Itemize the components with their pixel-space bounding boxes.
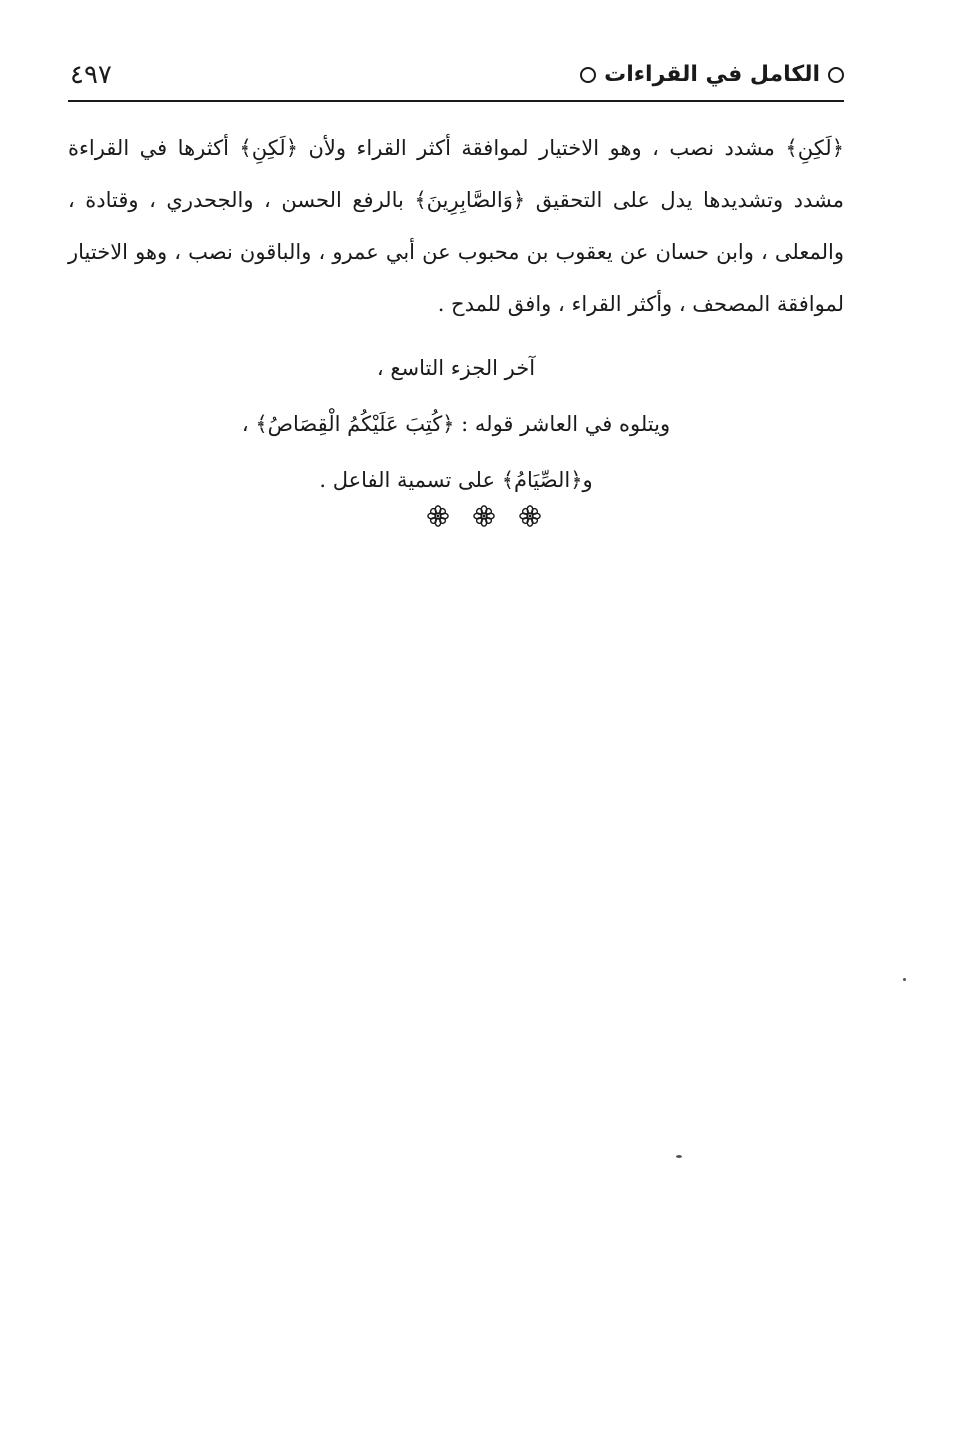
page-header: [68, 58, 844, 98]
page-number: ٤٩٧: [70, 60, 112, 90]
running-title: [580, 62, 844, 87]
flower-ornament-icon: [427, 505, 449, 527]
body-paragraph: ﴿لَكِنِ﴾ مشدد نصب ، وهو الاختيار لموافقة أكثر القراء ولأن ﴿لَكِنِ﴾ أكثرها في القراءة مشدد وتشديدها يدل على التحقيق ﴿وَالصَّابِرِينَ﴾ بالرفع الحسن ، والجحدري ، وقتادة ، والمعلى ، وابن حسان عن يعقوب بن محبوب عن أبي عمرو ، والباقون نصب ، وهو الاختيار لموافقة المصحف ، وأكثر القراء ، وافق للمدح .: [68, 136, 844, 316]
scan-speck: [676, 1155, 682, 1158]
header-rule: [68, 100, 844, 102]
flower-ornament-icon: [519, 505, 541, 527]
body-text: [68, 122, 844, 330]
closing-line-2: ويتلوه في العاشر قوله : ﴿كُتِبَ عَلَيْكُمُ الْقِصَاصُ﴾ ،: [241, 412, 671, 436]
ornament-row: [0, 505, 968, 527]
running-title-text: الكامل في القراءات: [604, 62, 820, 87]
circle-ornament-icon: [580, 67, 596, 83]
scan-speck: [903, 978, 906, 981]
flower-ornament-icon: [473, 505, 495, 527]
closing-line-1: آخر الجزء التاسع ،: [376, 356, 536, 380]
circle-ornament-icon: [828, 67, 844, 83]
closing-line-3: و﴿الصِّيَامُ﴾ على تسمية الفاعل .: [319, 468, 593, 492]
closing-block: [68, 340, 844, 508]
